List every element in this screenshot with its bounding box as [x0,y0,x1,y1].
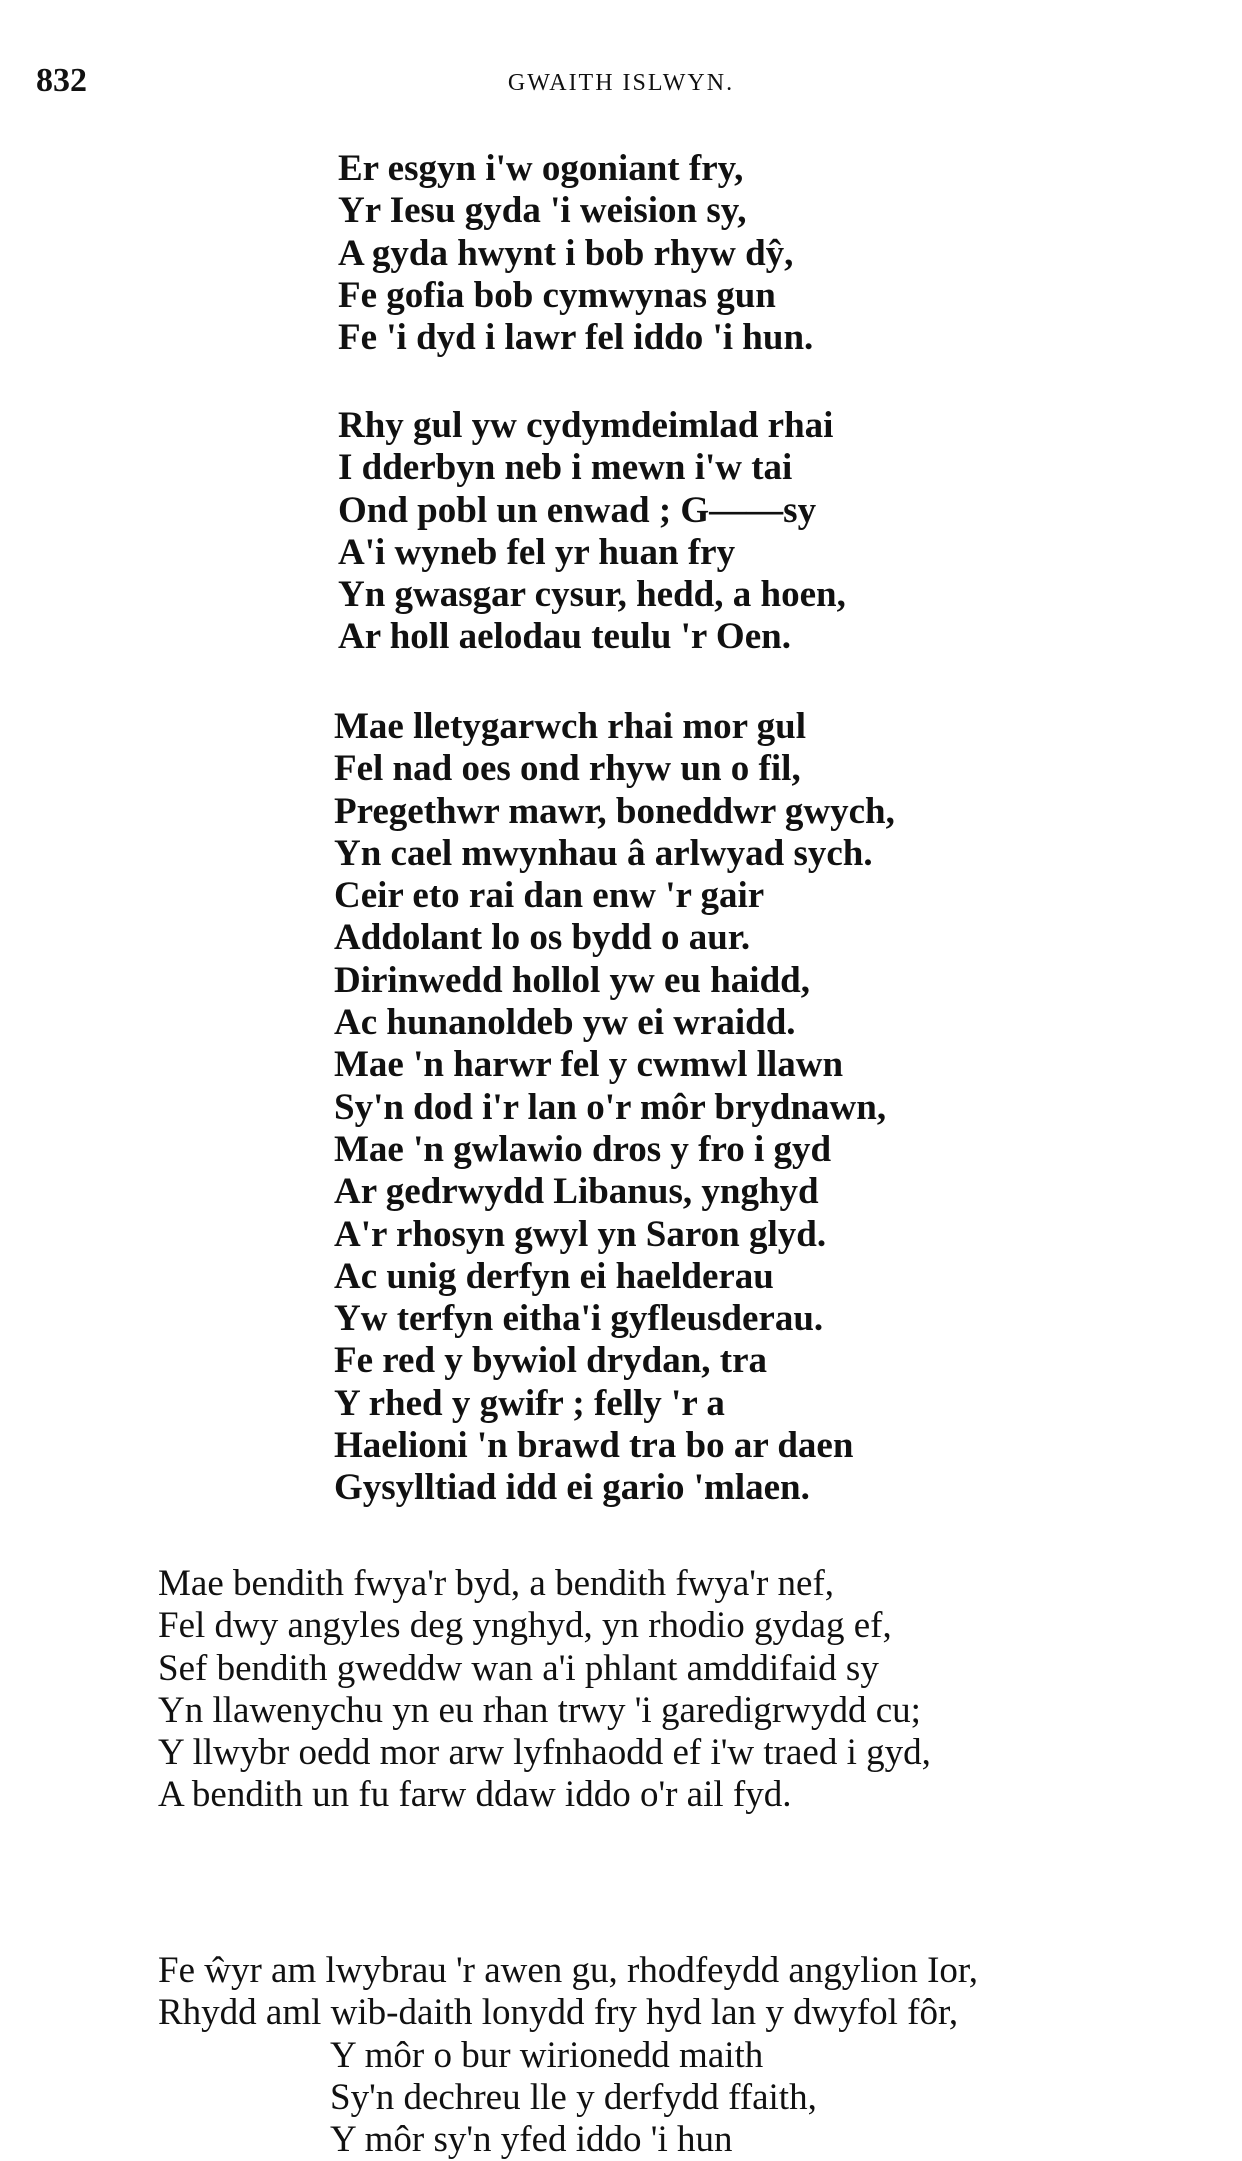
verse-line: Haelioni 'n brawd tra bo ar daen [334,1425,854,1467]
verse-line: Fel nad oes ond rhyw un o fil, [334,748,801,790]
stanza-1 [338,148,813,359]
stanza-2 [338,405,846,659]
verse-line: A'i wyneb fel yr huan fry [338,531,736,573]
verse-line: Fe ŵyr am lwybrau 'r awen gu, rhodfeydd angylion Ior, [158,1950,978,1991]
verse-line: Pregethwr mawr, boneddwr gwych, [334,790,895,832]
verse-line: Ceir eto rai dan enw 'r gair [334,875,765,917]
verse-line: Y môr o bur wirionedd maith [330,2034,764,2076]
verse-line: Mae lletygarwch rhai mor gul [334,706,807,747]
verse-line: Gysylltiad idd ei gario 'mlaen. [334,1467,810,1509]
verse-line: Sef bendith gweddw wan a'i phlant amddifaid sy [158,1647,879,1689]
verse-line: Ond pobl un enwad ; G——sy [338,489,817,531]
verse-line: Ac hunanoldeb yw ei wraidd. [334,1002,796,1044]
verse-line: Yn gwasgar cysur, hedd, a hoen, [338,574,846,616]
verse-line: Mae bendith fwya'r byd, a bendith fwya'r nef, [158,1563,835,1604]
verse-line: Rhy gul yw cydymdeimlad rhai [338,405,834,446]
stanza-3 [334,706,895,1510]
verse-line: Mae 'n gwlawio dros y fro i gyd [334,1128,832,1170]
running-title: GWAITH ISLWYN. [507,70,735,96]
stanza-5 [158,1950,978,2161]
page-number: 832 [36,62,87,99]
verse-line: Dirinwedd hollol yw eu haidd, [334,959,810,1001]
verse-line: Yw terfyn eitha'i gyfleusderau. [334,1298,824,1340]
verse-line: Yr Iesu gyda 'i weision sy, [338,190,747,232]
verse-line: Er esgyn i'w ogoniant fry, [338,148,744,189]
verse-line: Fe red y bywiol drydan, tra [334,1340,768,1382]
verse-line: Y môr sy'n yfed iddo 'i hun [330,2119,733,2161]
verse-line: Y rhed y gwifr ; felly 'r a [334,1382,725,1424]
verse-line: Fe 'i dyd i lawr fel iddo 'i hun. [338,317,814,359]
verse-line: Ar gedrwydd Libanus, ynghyd [334,1171,819,1213]
verse-line: Rhydd aml wib-daith lonydd fry hyd lan y dwyfol fôr, [158,1992,959,2034]
verse-line: Sy'n dechreu lle y derfydd ffaith, [330,2076,817,2118]
verse-line: A gyda hwynt i bob rhyw dŷ, [338,232,794,274]
verse-line: Yn cael mwynhau â arlwyad sych. [334,832,873,874]
verse-line: Fel dwy angyles deg ynghyd, yn rhodio gydag ef, [158,1605,892,1647]
verse-line: Sy'n dod i'r lan o'r môr brydnawn, [334,1086,887,1128]
verse-line: A'r rhosyn gwyl yn Saron glyd. [334,1213,827,1255]
verse-line: Y llwybr oedd mor arw lyfnhaodd ef i'w traed i gyd, [158,1732,931,1774]
verse-line: I dderbyn neb i mewn i'w tai [338,447,793,489]
verse-line: A bendith un fu farw ddaw iddo o'r ail fyd. [158,1774,792,1816]
verse-line: Fe gofia bob cymwynas gun [338,274,776,316]
verse-line: Addolant lo os bydd o aur. [334,917,751,959]
verse-line: Ac unig derfyn ei haelderau [334,1255,774,1297]
verse-line: Ar holl aelodau teulu 'r Oen. [338,616,791,658]
verse-line: Mae 'n harwr fel y cwmwl llawn [334,1044,844,1086]
verse-line: Yn llawenychu yn eu rhan trwy 'i garedigrwydd cu; [158,1689,921,1731]
stanza-4 [158,1563,931,1817]
